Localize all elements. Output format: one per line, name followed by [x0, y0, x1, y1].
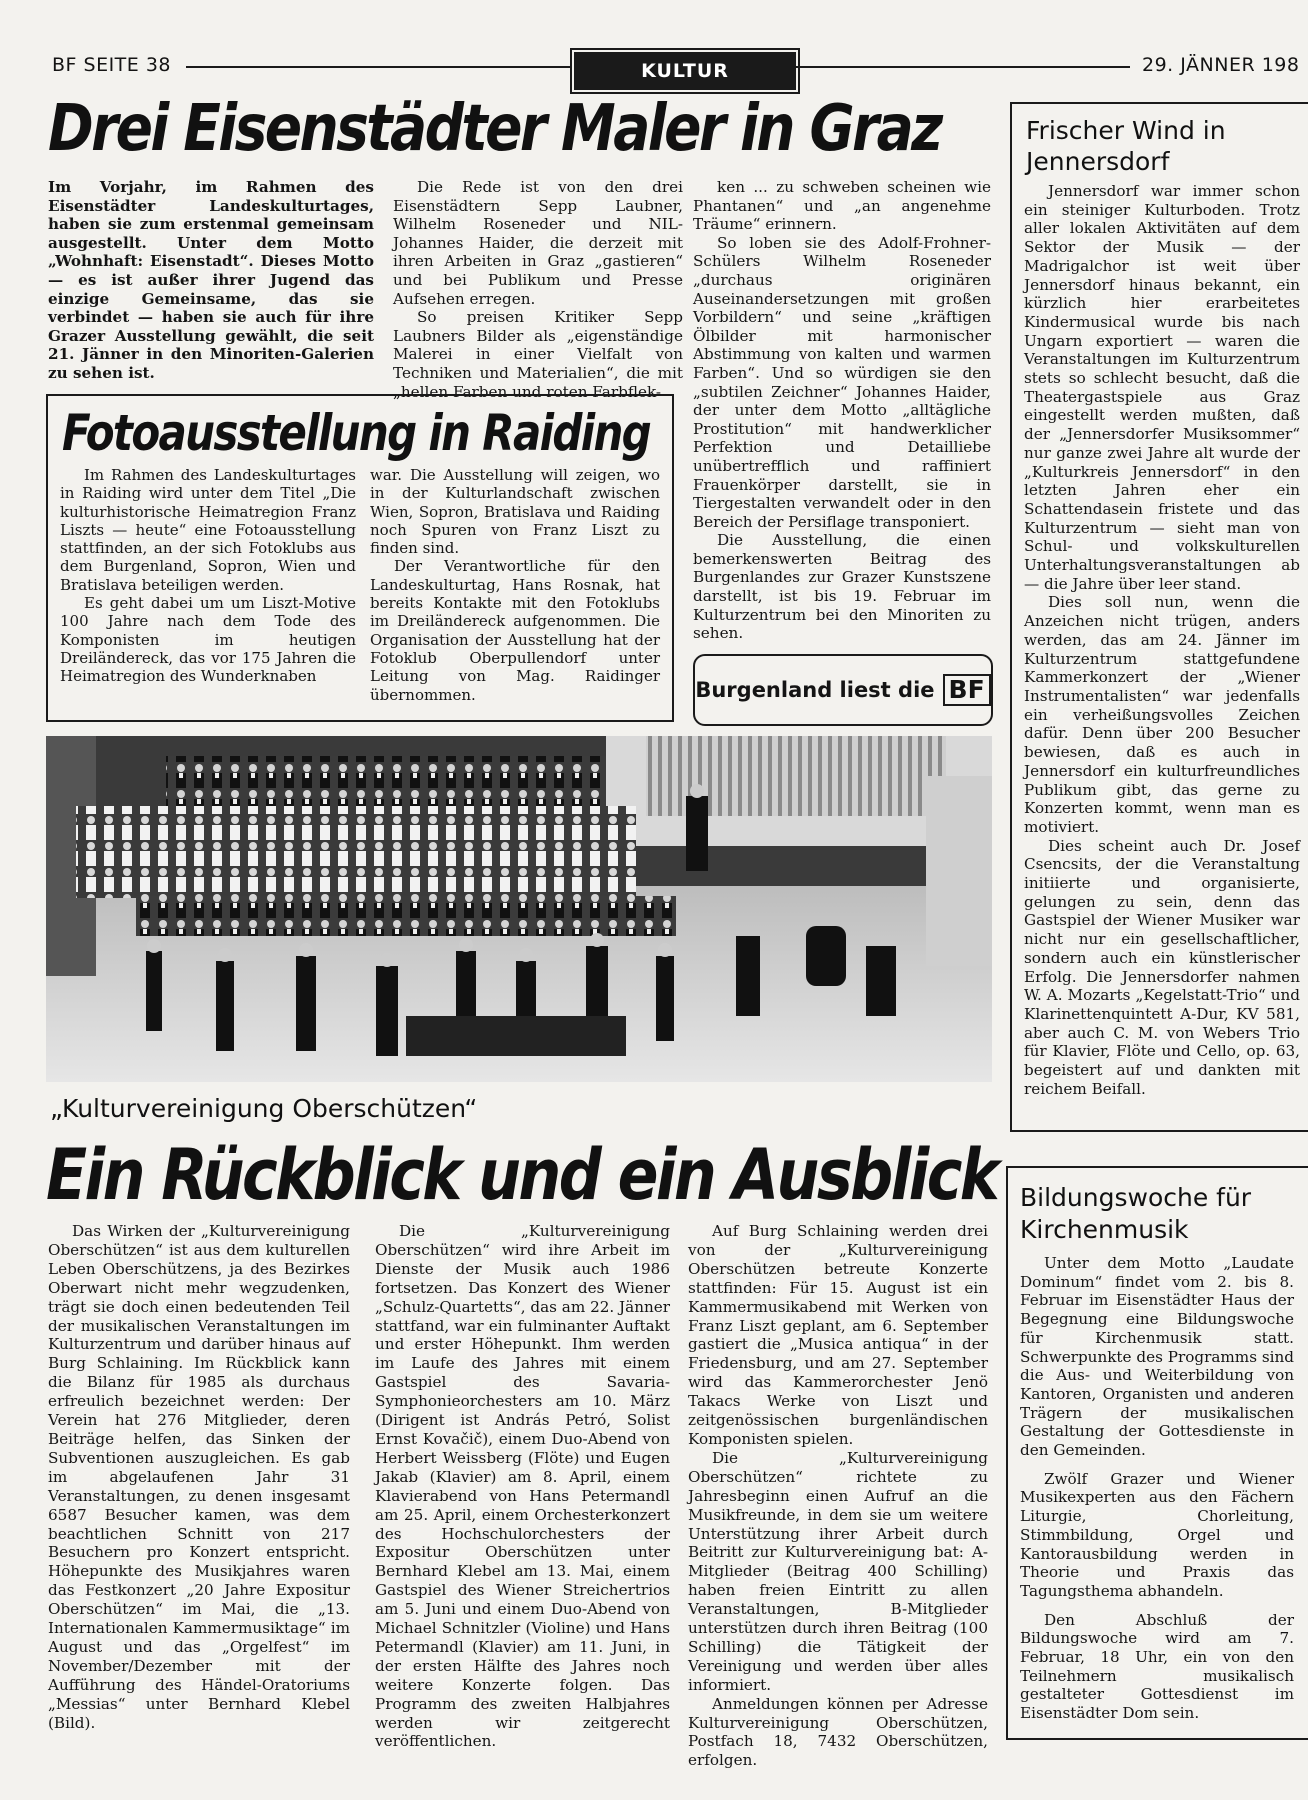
- issue-date: 29. JÄNNER 198: [1142, 54, 1300, 76]
- article2-col2: [370, 466, 660, 704]
- article3-kicker: „Kulturvereinigung Oberschützen“: [50, 1094, 478, 1123]
- article2-paragraph: Im Rahmen des Landeskulturtages in Raiding wird unter dem Titel „Die kulturhistorische Heimatregion Franz Liszts — heute“ eine Fotoausstellung stattfinden, an der sich Fotoklubs aus dem Burgenland, Sopron, Wien und Bratislava beteiligen werden.: [60, 466, 356, 594]
- article3-paragraph: Auf Burg Schlaining werden drei von der „Kulturvereinigung Oberschützen betreute Konzerte stattfinden: Für 15. August ist ein Kammermusikabend mit Werken von Franz Liszt geplant, am 6. September gastiert die „Musica antiqua“ in der Friedensburg, und am 27. September wird das Kammerorchester Jenö Takacs Werke von Liszt und zeitgenössischen burgenländischen Komponisten spielen.: [688, 1222, 988, 1448]
- article3-paragraph: Die „Kulturvereinigung Oberschützen“ richtete zu Jahresbeginn einen Aufruf an die Musikfreunde, in dem sie um weitere Unterstützung ihrer Arbeit durch Beitritt zur Kulturvereinigung bat: A-Mitglieder (Beitrag 400 Schilling) haben freien Eintritt zu allen Veranstaltungen, B-Mitglieder unterstützen durch ihren Beitrag (100 Schilling) die Tätigkeit der Vereinigung und werden über alles informiert.: [688, 1448, 988, 1694]
- article1-paragraph: So preisen Kritiker Sepp Laubners Bilder als „eigenständige Malerei in einer Vielfalt von Techniken und Materialien“, die mit „hellen Farben und roten Farbflek-: [393, 308, 683, 401]
- burgenland-ad: [693, 654, 993, 726]
- concert-photo-image: [46, 736, 992, 1082]
- ad-text: Burgenland liest die: [695, 678, 935, 702]
- sidebar2-title-line1: Bildungswoche für: [1020, 1183, 1252, 1212]
- article2-paragraph: Es geht dabei um um Liszt-Motive 100 Jahre nach dem Tode des Komponisten im heutigen Dreiländereck, das vor 175 Jahren die Heimatregion des Wunderknaben: [60, 594, 356, 686]
- sidebar1-paragraph: Jennersdorf war immer schon ein steiniger Kulturboden. Trotz aller lokalen Aktivitäten auf dem Sektor der Musik — der Madrigalchor ist weit über Jennersdorf hinaus bekannt, ein kürzlich hier erarbeitetes Kindermusical wurde bis nach Ungarn exportiert — waren die Veranstaltungen im Kulturzentrum stets so schlecht besucht, daß die Theatergastspiele aus Graz eingestellt werden mußten, daß der „Jennersdorfer Musiksommer“ nur ganze zwei Jahre alt wurde der „Kulturkreis Jennersdorf“ in den letzten Jahren eher ein Schattendasein fristete und das Kulturzentrum — sieht man von Schul- und volkskulturellen Unterhaltungsveranstaltungen ab — die Jahre über leer stand.: [1024, 182, 1300, 593]
- article3-paragraph: Das Wirken der „Kulturvereinigung Oberschützen“ ist aus dem kulturellen Leben Oberschützens, ja des Bezirkes Oberwart nicht mehr wegzudenken, trägt sie doch einen bedeutenden Teil der musikalischen Veranstaltungen im Kulturzentrum und darüber hinaus auf Burg Schlaining. Im Rückblick kann die Bilanz für 1985 als durchaus erfreulich bezeichnet werden: Der Verein hat 276 Mitglieder, deren Beiträge helfen, das Sinken der Subventionen auszugleichen. Es gab im abgelaufenen Jahr 31 Veranstaltungen, zu denen insgesamt 6587 Besucher kamen, was dem beachtlichen Schnitt von 217 Besuchern pro Konzert entspricht. Höhepunkte des Musikjahres waren das Festkonzert „20 Jahre Expositur Oberschützen“ im Mai, die „13. Internationalen Kammermusiktage“ im August und das „Orgelfest“ im November/Dezember mit der Aufführung des Händel-Oratoriums „Messias“ unter Bernhard Klebel (Bild).: [48, 1222, 350, 1732]
- article3-col3: [688, 1222, 988, 1770]
- article1-paragraph: ken ... zu schweben scheinen wie Phantanen“ und „an angenehme Träume“ erinnern.: [693, 178, 991, 234]
- article3-col1: [48, 1222, 350, 1732]
- article2-col1: [60, 466, 356, 686]
- sidebar2-title-line2: Kirchenmusik: [1020, 1215, 1189, 1244]
- article2-paragraph: war. Die Ausstellung will zeigen, wo in der Kulturlandschaft zwischen Wien, Sopron, Bratislava und Raiding noch Spuren von Franz Liszt zu finden sind.: [370, 466, 660, 558]
- article1-lead: Im Vorjahr, im Rahmen des Eisenstädter Landeskulturtages, haben sie zum erstenmal gemeinsam ausgestellt. Unter dem Motto „Wohnhaft: Eisenstadt“. Dieses Motto — es ist außer ihrer Jugend das einzige Gemeinsame, das sie verbindet — haben sie auch für ihre Grazer Ausstellung gewählt, die seit 21. Jänner in den Minoriten-Galerien zu sehen ist.: [48, 178, 374, 382]
- sidebar1-title-line1: Frischer Wind in: [1026, 116, 1226, 145]
- section-label: KULTUR: [574, 52, 796, 90]
- header-rule-right: [794, 66, 1130, 68]
- sidebar2-paragraph: Zwölf Grazer und Wiener Musikexperten aus den Fächern Liturgie, Chorleitung, Stimmbildung, Orgel und Kantorausbildung werden in Theorie und Praxis das Tagungsthema abhandeln.: [1020, 1469, 1294, 1600]
- article1-headline: Drei Eisenstädter Maler in Graz: [48, 92, 941, 166]
- article1-paragraph: So loben sie des Adolf-Frohner-Schülers Wilhelm Roseneder „durchaus originären Auseinandersetzungen mit großen Vorbildern“ und seine „kräftigen Ölbilder mit harmonischer Abstimmung von kalten und warmen Farben“. Und so würdigen sie den „subtilen Zeichner“ Johannes Haider, der unter dem Motto „alltägliche Prostitution“ mit handwerklicher Perfektion und Detailliebe unübertrefflich und raffiniert Frauenkörper darstellt, sie in Tiergestalten verwandelt oder in den Bereich der Persiflage transponiert.: [693, 233, 991, 531]
- header-rule-left: [186, 66, 570, 68]
- article2-paragraph: Der Verantwortliche für den Landeskulturtag, Hans Rosnak, hat bereits Kontakte mit den Fotoklubs im Dreiländereck aufgenommen. Die Organisation der Ausstellung hat der Fotoklub Oberpullendorf unter Leitung von Mag. Raidinger übernommen.: [370, 557, 660, 704]
- article3-col2: [375, 1222, 670, 1751]
- sidebar2-paragraph: Den Abschluß der Bildungswoche wird am 7. Februar, 18 Uhr, ein von den Teilnehmern musikalisch gestalteter Gottesdienst im Eisenstädter Dom sein.: [1020, 1610, 1294, 1723]
- article1-paragraph: Die Ausstellung, die einen bemerkenswerten Beitrag des Burgenlandes zur Grazer Kunstszene darstellt, ist bis 19. Februar im Kulturzentrum bei den Minoriten zu sehen.: [693, 531, 991, 643]
- sidebar2-paragraph: Unter dem Motto „Laudate Dominum“ findet vom 2. bis 8. Februar im Eisenstädter Haus der Begegnung eine Bildungswoche für Kirchenmusik statt. Schwerpunkte des Programms sind die Aus- und Weiterbildung von Kantoren, Organisten und anderen Trägern der musikalischen Gestaltung der Gottesdienste in den Gemeinden.: [1020, 1254, 1294, 1460]
- page-number: BF SEITE 38: [52, 54, 171, 76]
- sidebar1-paragraph: Dies scheint auch Dr. Josef Csencsits, der die Veranstaltung initiierte und organisierte, gelungen zu sein, denn das Gastspiel der Wiener Musiker war nicht nur ein gesellschaftlicher, sondern auch ein künstlerischer Erfolg. Die Jennersdorfer nahmen W. A. Mozarts „Kegelstatt-Trio“ und Klarinettenquintett A-Dur, KV 581, aber auch C. M. von Webers Trio für Klavier, Flöte und Cello, op. 63, begeistert auf und dankten mit reichem Beifall.: [1024, 836, 1300, 1098]
- sidebar1-body: [1024, 182, 1300, 1098]
- article2-headline: Fotoausstellung in Raiding: [62, 404, 651, 462]
- concert-photo: [46, 736, 992, 1082]
- sidebar2-body: [1020, 1254, 1294, 1723]
- sidebar1-paragraph: Dies soll nun, wenn die Anzeichen nicht trügen, anders werden, das am 24. Jänner im Kulturzentrum stattgefundene Kammerkonzert der „Wiener Instrumentalisten“ war jedenfalls ein verheißungsvolles Zeichen dafür. Denn über 200 Besucher bewiesen, daß es auch in Jennersdorf ein kulturfreundliches Publikum gibt, das gerne zu Konzerten kommt, wenn man es motiviert.: [1024, 593, 1300, 836]
- article1-col1: [48, 178, 374, 383]
- article1-col3: [693, 178, 991, 643]
- article3-paragraph: Anmeldungen können per Adresse Kulturvereinigung Oberschützen, Postfach 18, 7432 Oberschützen, erfolgen.: [688, 1694, 988, 1770]
- article1-col2: [393, 178, 683, 401]
- article3-headline: Ein Rückblick und ein Ausblick: [46, 1134, 998, 1216]
- article1-paragraph: Die Rede ist von den drei Eisenstädtern Sepp Laubner, Wilhelm Roseneder und NIL-Johannes Haider, die derzeit mit ihren Arbeiten in Graz „gastieren“ und bei Publikum und Presse Aufsehen erregen.: [393, 178, 683, 308]
- bf-logo: BF: [943, 674, 991, 706]
- article3-paragraph: Die „Kulturvereinigung Oberschützen“ wird ihre Arbeit im Dienste der Musik auch 1986 fortsetzen. Das Konzert des Wiener „Schulz-Quartetts“, das am 22. Jänner stattfand, war ein fulminanter Auftakt und erster Höhepunkt. Ihm werden im Laufe des Jahres mit einem Gastspiel des Savaria-Symphonieorchesters am 10. März (Dirigent ist András Petró, Solist Ernst Kovačič), einem Duo-Abend von Herbert Weissberg (Flöte) und Eugen Jakab (Klavier) am 8. April, einem Klavierabend von Hans Petermandl am 25. April, einem Orchesterkonzert des Hochschulorchesters der Expositur Oberschützen unter Bernhard Klebel am 13. Mai, einem Gastspiel des Wiener Streichertrios am 5. Juni und einem Duo-Abend von Michael Schnitzler (Violine) und Hans Petermandl (Klavier) am 11. Juni, in der ersten Hälfte des Jahres noch weitere Konzerte folgen. Das Programm des zweiten Halbjahres werden wir zeitgerecht veröffentlichen.: [375, 1222, 671, 1751]
- sidebar1-title-line2: Jennersdorf: [1026, 147, 1170, 176]
